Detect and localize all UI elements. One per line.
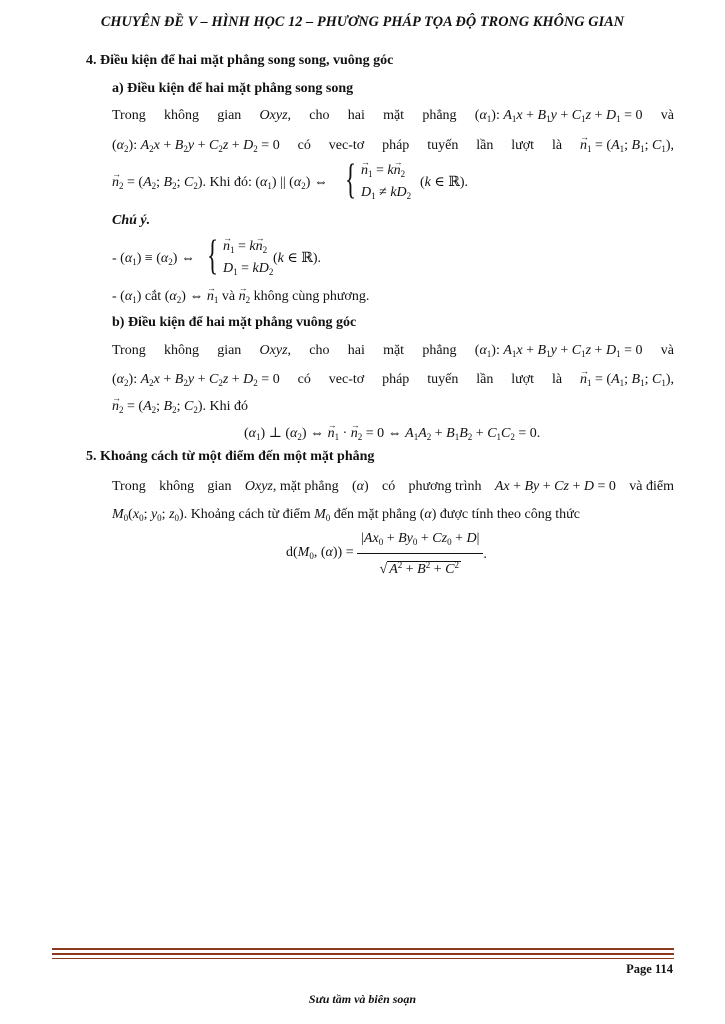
intersect-condition: - $(\alpha_1)$ cắt $(\alpha_2)$ ⇔ → $n_1$ và → $n_2$ không cùng phương.: [112, 288, 369, 309]
system-row-1: → $n_1 = k\to n_2$: [223, 238, 267, 259]
footer-divider: [52, 958, 674, 959]
word: pháp: [382, 138, 410, 153]
word: tuyến: [427, 138, 459, 153]
word: gian: [207, 479, 232, 494]
plane-equation-1: $(\alpha_1)$: $A_1x + B_1y + C_1z + D_1 = 0$: [474, 108, 643, 124]
normal-vector-1: → $n_1 = (A_1$; $B_1$; $C_1$),: [580, 137, 674, 158]
note-label: Chú ý.: [112, 213, 151, 228]
word: không: [163, 343, 199, 358]
word: mặt: [383, 108, 405, 123]
normal-vector-2: → $n_2 = (A_2$; $B_2$; $C_2$). Khi đó: $(\alpha_1)$ || $(\alpha_2)$ ⇔: [112, 174, 328, 195]
word: cho: [309, 108, 330, 123]
word: lượt: [511, 372, 535, 387]
paragraph-line: [112, 478, 674, 496]
distance-formula: $d(M_0$, (α)) = $\frac{|Ax_0 + By_0 + Cz_0 + D|}{√ A^2 + B^2 + C^2}$ .: [286, 531, 487, 577]
subsection-a-heading: a) Điều kiện để hai mặt phẳng song song: [112, 81, 354, 96]
footer-divider: [52, 953, 674, 955]
system-row-1: → $n_1 = k\to n_2$: [361, 162, 405, 183]
word: vec-tơ: [328, 138, 365, 153]
perpendicular-formula: $(\alpha_1)$ ⊥ $(\alpha_2)$ ⇔ → $n_1$ · → $n_2 = 0$ ⇔ $A_1A_2 + B_1B_2 + C_1C_2 = 0$.: [244, 425, 540, 446]
word: phẳng: [422, 108, 457, 123]
plane-equation-1: $(\alpha_1)$: $A_1x + B_1y + C_1z + D_1 = 0$: [474, 343, 643, 359]
word: lượt: [511, 138, 535, 153]
math-inline: (α): [351, 479, 369, 494]
system-brace: {: [207, 233, 219, 279]
k-real: (k ∈ ℝ).: [420, 175, 469, 190]
word: pháp: [382, 372, 410, 387]
word: không: [163, 108, 199, 123]
word: gian: [217, 343, 242, 358]
word: Trong: [112, 343, 146, 358]
word: có: [381, 479, 396, 494]
word: và điểm: [629, 479, 674, 494]
word: Trong: [112, 479, 146, 494]
subsection-b-heading: b) Điều kiện để hai mặt phẳng vuông góc: [112, 315, 357, 330]
plane-equation-2: $(\alpha_2)$: $A_2x + B_2y + C_2z + D_2 = 0$: [112, 138, 280, 154]
word: lần: [476, 372, 494, 387]
math-inline: Oxyz,: [259, 343, 292, 358]
word: là: [551, 372, 563, 387]
word: vec-tơ: [328, 372, 365, 387]
normal-vector-1: → $n_1 = (A_1$; $B_1$; $C_1$),: [580, 371, 674, 392]
word: mặt: [383, 343, 405, 358]
word: là: [551, 138, 563, 153]
word: cho: [309, 343, 330, 358]
system-brace: {: [345, 157, 357, 203]
system-row-2: $D_1 = kD_2$: [223, 261, 274, 277]
word: hai: [347, 343, 365, 358]
math-inline: Oxyz,: [259, 108, 292, 123]
word: tuyến: [427, 372, 459, 387]
paragraph-line: [112, 342, 674, 363]
plane-equation: Ax + By + Cz + D = 0: [494, 479, 616, 494]
word: hai: [347, 108, 365, 123]
word: có: [297, 372, 311, 387]
word: lần: [476, 138, 494, 153]
word: có: [297, 138, 311, 153]
footer-divider: [52, 948, 674, 950]
k-real: (k ∈ ℝ).: [273, 251, 322, 266]
plane-equation-2: $(\alpha_2)$: $A_2x + B_2y + C_2z + D_2 = 0$: [112, 372, 280, 388]
paragraph-line: $M_0(x_0$; $y_0$; $z_0$). Khoảng cách từ điểm $M_0$ đến mặt phẳng (α) được tính theo công thức: [112, 507, 580, 523]
section-4-heading: 4. Điều kiện để hai mặt phẳng song song, vuông góc: [86, 53, 394, 68]
word: và: [660, 108, 674, 123]
system-row-2: $D_1 \ne kD_2$: [361, 185, 412, 201]
word: không: [159, 479, 195, 494]
word: và: [660, 343, 674, 358]
word: gian: [217, 108, 242, 123]
word: Trong: [112, 108, 146, 123]
section-5-heading: 5. Khoảng cách từ một điểm đến một mặt phẳng: [86, 449, 375, 464]
page-header: CHUYÊN ĐỀ V – HÌNH HỌC 12 – PHƯƠNG PHÁP TỌA ĐỘ TRONG KHÔNG GIAN: [100, 14, 625, 30]
footer-credit: Sưu tầm và biên soạn: [308, 992, 417, 1006]
page-number: Page 114: [626, 962, 673, 976]
paragraph-line: [112, 371, 674, 392]
word: phương trình: [408, 479, 482, 494]
math-inline: Oxyz, mặt phẳng: [244, 479, 339, 494]
normal-vector-2: → $n_2 = (A_2$; $B_2$; $C_2$). Khi đó: [112, 398, 248, 419]
coincident-condition: - $(\alpha_1) \equiv (\alpha_2)$ ⇔: [112, 251, 195, 267]
paragraph-line: [112, 107, 674, 128]
word: phẳng: [422, 343, 457, 358]
